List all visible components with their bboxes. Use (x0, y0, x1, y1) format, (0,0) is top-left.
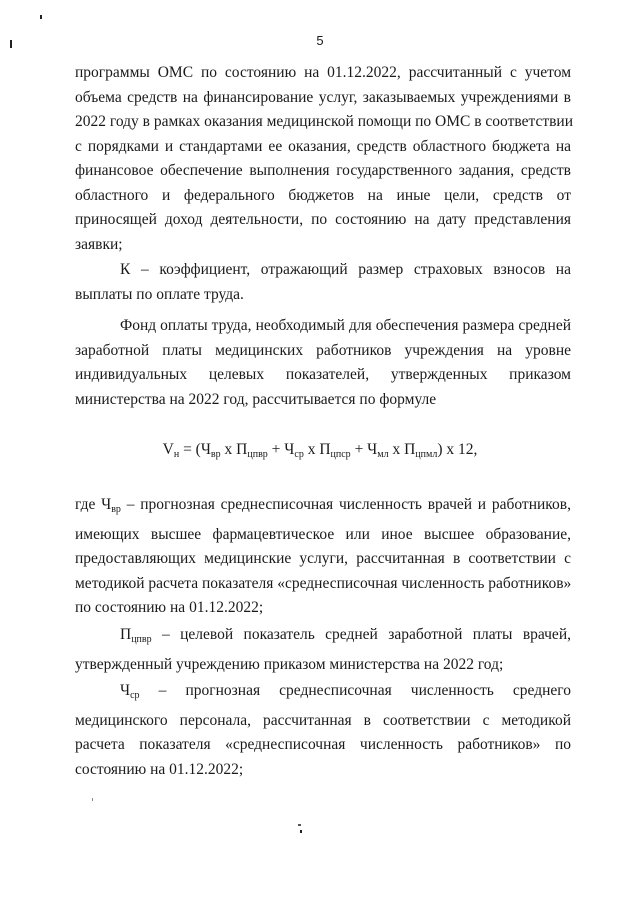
term-definition: – прогнозная среднесписочная численность среднего (139, 682, 571, 699)
scan-mark (40, 15, 42, 19)
scan-speck (92, 798, 93, 801)
formula-term: V (162, 441, 174, 458)
text-line: утвержденный учреждению приказом министерства на 2022 год; (75, 655, 504, 673)
paragraph-2 (75, 258, 571, 307)
paragraph-5 (75, 623, 571, 677)
text-line: по состоянию на 01.12.2022; (75, 599, 264, 616)
text-line: предоставляющих медицинские услуги, рассчитанная в соответствии с (75, 550, 571, 567)
term-definition: – прогнозная среднесписочная численность врачей и работников, (120, 496, 571, 513)
term-symbol: П (120, 626, 132, 643)
term-definition: – целевой показатель средней заработной платы врачей, (151, 626, 571, 643)
formula-subscript: цпср (330, 449, 351, 460)
text-line: Фонд оплаты труда, необходимый для обеспечения размера средней (120, 317, 571, 334)
formula-term: + Ч (350, 441, 378, 458)
formula-term: х П (388, 441, 416, 458)
formula-term: х П (220, 441, 248, 458)
formula-subscript: цпмл (415, 449, 438, 460)
scan-speck (300, 830, 302, 833)
scan-speck (298, 824, 301, 826)
text-line: медицинского персонала, рассчитанная в соответствии с методикой (75, 711, 571, 729)
text-line: заявки; (75, 235, 123, 253)
formula-subscript: мл (377, 449, 389, 460)
text-line: состоянию на 01.12.2022; (75, 760, 244, 778)
term-symbol: где Ч (75, 496, 112, 513)
text-line: индивидуальных целевых показателей, утвержденных приказом (75, 366, 571, 383)
text-line (75, 493, 571, 523)
text-line: выплаты по оплате труда. (75, 285, 244, 303)
text-line: расчета показателя «среднесписочная численность работников» по (75, 736, 571, 753)
text-line: областного и федерального бюджетов на иные цели, средств от (75, 186, 571, 204)
text-line: с порядками и стандартами ее оказания, средств областного бюджета на (75, 137, 571, 155)
text-line: приносящей доход деятельности, по состоянию на дату представления (75, 211, 571, 228)
term-subscript: ср (130, 690, 140, 701)
formula-term: + Ч (267, 441, 295, 458)
text-line: 2022 году в рамках оказания медицинской помощи по ОМС в соответствии (75, 113, 574, 130)
formula-term: = (Ч (179, 441, 211, 458)
text-line: К – коэффициент, отражающий размер страховых взносов на (120, 261, 571, 278)
text-line: методикой расчета показателя «среднесписочная численность работников» (75, 574, 572, 592)
paragraph-3 (75, 314, 571, 412)
text-line: финансовое обеспечение выполнения государственного задания, средств (75, 162, 571, 179)
formula-subscript: цпвр (247, 449, 268, 460)
page-number: 5 (316, 33, 324, 48)
text-line: заработной платы медицинских работников учреждения на уровне (75, 341, 571, 359)
text-line: объема средств на финансирование услуг, заказываемых учреждениями в (75, 88, 571, 106)
paragraph-4 (75, 493, 571, 621)
term-subscript: цпвр (131, 634, 152, 645)
formula (0, 441, 640, 460)
text-line: имеющих высшее фармацевтическое или иное высшее образование, (75, 525, 571, 543)
paragraph-1 (75, 61, 574, 257)
formula-term: х П (303, 441, 331, 458)
formula-term: ) х 12, (437, 441, 478, 458)
text-line (75, 679, 571, 709)
term-symbol: Ч (120, 682, 131, 699)
paragraph-6 (75, 679, 571, 782)
formula-subscript: н (173, 449, 180, 460)
text-line: программы ОМС по состоянию на 01.12.2022, рассчитанный с учетом (75, 64, 571, 81)
formula-subscript: ср (294, 449, 304, 460)
text-line: министерства на 2022 год, рассчитывается по формуле (75, 390, 437, 408)
text-line (75, 623, 571, 653)
formula-subscript: вр (210, 449, 221, 460)
term-subscript: вр (111, 504, 121, 515)
